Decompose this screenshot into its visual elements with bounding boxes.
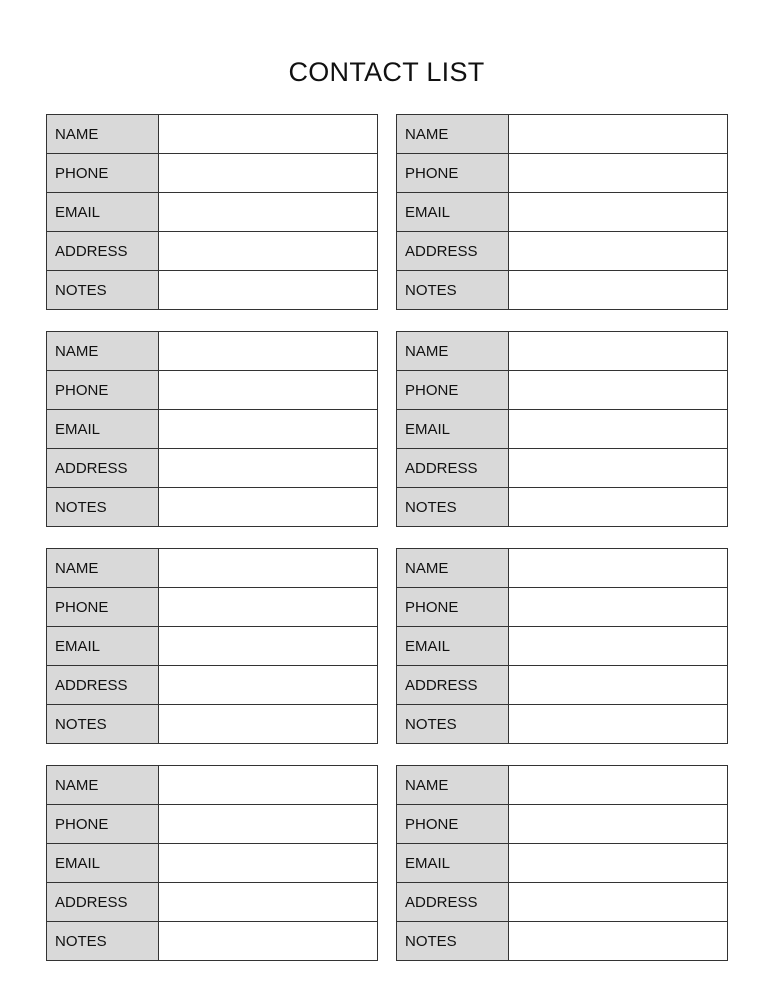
contact-row-name <box>47 549 377 587</box>
contact-label-name: NAME <box>397 115 509 153</box>
contact-field-address[interactable] <box>509 449 727 487</box>
contact-row-email <box>47 192 377 231</box>
contact-field-email[interactable] <box>509 193 727 231</box>
contact-label-address: ADDRESS <box>47 883 159 921</box>
contact-row-phone <box>47 587 377 626</box>
contact-row-email <box>47 626 377 665</box>
contact-field-email[interactable] <box>159 410 377 448</box>
contact-card <box>396 331 728 527</box>
contact-field-phone[interactable] <box>159 371 377 409</box>
contact-row-email <box>47 843 377 882</box>
contact-field-notes[interactable] <box>159 705 377 743</box>
contact-row-name <box>397 332 727 370</box>
contact-field-notes[interactable] <box>509 271 727 309</box>
contact-field-name[interactable] <box>509 332 727 370</box>
contact-field-phone[interactable] <box>509 371 727 409</box>
contact-label-email: EMAIL <box>47 627 159 665</box>
contact-field-email[interactable] <box>159 193 377 231</box>
contact-field-notes[interactable] <box>509 488 727 526</box>
contact-row-address <box>47 882 377 921</box>
contact-label-notes: NOTES <box>47 271 159 309</box>
contact-row-address <box>47 448 377 487</box>
contact-label-email: EMAIL <box>397 410 509 448</box>
contact-label-phone: PHONE <box>47 154 159 192</box>
contact-field-email[interactable] <box>509 627 727 665</box>
contact-row-email <box>397 843 727 882</box>
contact-grid <box>46 114 728 961</box>
contact-row-notes <box>397 704 727 743</box>
contact-label-email: EMAIL <box>47 410 159 448</box>
contact-label-address: ADDRESS <box>397 666 509 704</box>
contact-label-name: NAME <box>47 115 159 153</box>
contact-label-phone: PHONE <box>47 588 159 626</box>
contact-label-name: NAME <box>47 549 159 587</box>
contact-row-notes <box>47 704 377 743</box>
contact-label-name: NAME <box>397 766 509 804</box>
contact-row-phone <box>397 587 727 626</box>
contact-field-phone[interactable] <box>509 805 727 843</box>
contact-row-notes <box>47 270 377 309</box>
contact-label-notes: NOTES <box>397 705 509 743</box>
contact-row-phone <box>397 804 727 843</box>
contact-row-name <box>47 766 377 804</box>
contact-label-notes: NOTES <box>47 488 159 526</box>
contact-row-name <box>47 332 377 370</box>
contact-field-address[interactable] <box>509 666 727 704</box>
contact-label-name: NAME <box>397 549 509 587</box>
contact-row-address <box>397 448 727 487</box>
contact-label-address: ADDRESS <box>47 232 159 270</box>
contact-field-address[interactable] <box>509 883 727 921</box>
contact-row-address <box>397 882 727 921</box>
contact-row-name <box>397 115 727 153</box>
contact-row-notes <box>47 487 377 526</box>
contact-label-notes: NOTES <box>47 705 159 743</box>
contact-row-address <box>397 231 727 270</box>
contact-label-name: NAME <box>47 332 159 370</box>
contact-field-notes[interactable] <box>159 922 377 960</box>
contact-label-address: ADDRESS <box>47 666 159 704</box>
contact-field-phone[interactable] <box>159 805 377 843</box>
contact-field-name[interactable] <box>509 115 727 153</box>
contact-card <box>46 114 378 310</box>
contact-field-address[interactable] <box>159 449 377 487</box>
contact-row-phone <box>397 370 727 409</box>
contact-field-name[interactable] <box>159 766 377 804</box>
contact-label-name: NAME <box>397 332 509 370</box>
contact-row-phone <box>47 370 377 409</box>
contact-row-phone <box>397 153 727 192</box>
contact-field-name[interactable] <box>159 115 377 153</box>
contact-row-name <box>397 766 727 804</box>
contact-row-phone <box>47 153 377 192</box>
contact-label-name: NAME <box>47 766 159 804</box>
contact-label-phone: PHONE <box>397 371 509 409</box>
contact-field-address[interactable] <box>159 666 377 704</box>
contact-field-name[interactable] <box>159 549 377 587</box>
contact-label-notes: NOTES <box>397 488 509 526</box>
contact-label-email: EMAIL <box>47 193 159 231</box>
contact-label-address: ADDRESS <box>397 232 509 270</box>
contact-card <box>396 114 728 310</box>
contact-row-address <box>47 231 377 270</box>
contact-row-notes <box>397 921 727 960</box>
contact-field-address[interactable] <box>509 232 727 270</box>
contact-label-phone: PHONE <box>397 805 509 843</box>
contact-row-address <box>47 665 377 704</box>
contact-label-phone: PHONE <box>397 588 509 626</box>
contact-field-name[interactable] <box>509 766 727 804</box>
contact-field-name[interactable] <box>159 332 377 370</box>
contact-row-notes <box>397 487 727 526</box>
contact-field-notes[interactable] <box>509 705 727 743</box>
contact-row-name <box>47 115 377 153</box>
contact-card <box>46 765 378 961</box>
contact-field-email[interactable] <box>509 844 727 882</box>
contact-label-notes: NOTES <box>47 922 159 960</box>
contact-row-email <box>47 409 377 448</box>
contact-label-email: EMAIL <box>397 844 509 882</box>
contact-field-notes[interactable] <box>159 488 377 526</box>
contact-field-email[interactable] <box>159 844 377 882</box>
contact-field-name[interactable] <box>509 549 727 587</box>
contact-field-address[interactable] <box>159 883 377 921</box>
contact-field-notes[interactable] <box>509 922 727 960</box>
contact-label-address: ADDRESS <box>397 449 509 487</box>
contact-label-address: ADDRESS <box>397 883 509 921</box>
contact-row-email <box>397 409 727 448</box>
contact-field-notes[interactable] <box>159 271 377 309</box>
contact-label-email: EMAIL <box>47 844 159 882</box>
contact-row-email <box>397 626 727 665</box>
contact-field-phone[interactable] <box>509 588 727 626</box>
contact-label-phone: PHONE <box>47 805 159 843</box>
contact-row-address <box>397 665 727 704</box>
contact-field-phone[interactable] <box>159 154 377 192</box>
contact-card <box>396 765 728 961</box>
contact-card <box>46 548 378 744</box>
contact-field-email[interactable] <box>159 627 377 665</box>
contact-field-email[interactable] <box>509 410 727 448</box>
contact-card <box>46 331 378 527</box>
page-title: CONTACT LIST <box>288 57 485 87</box>
contact-row-name <box>397 549 727 587</box>
contact-card <box>396 548 728 744</box>
contact-label-phone: PHONE <box>47 371 159 409</box>
contact-row-notes <box>397 270 727 309</box>
contact-row-phone <box>47 804 377 843</box>
contact-field-phone[interactable] <box>159 588 377 626</box>
contact-label-email: EMAIL <box>397 193 509 231</box>
contact-label-email: EMAIL <box>397 627 509 665</box>
contact-label-notes: NOTES <box>397 271 509 309</box>
contact-label-address: ADDRESS <box>47 449 159 487</box>
contact-field-address[interactable] <box>159 232 377 270</box>
contact-field-phone[interactable] <box>509 154 727 192</box>
contact-label-notes: NOTES <box>397 922 509 960</box>
contact-label-phone: PHONE <box>397 154 509 192</box>
contact-row-notes <box>47 921 377 960</box>
contact-row-email <box>397 192 727 231</box>
